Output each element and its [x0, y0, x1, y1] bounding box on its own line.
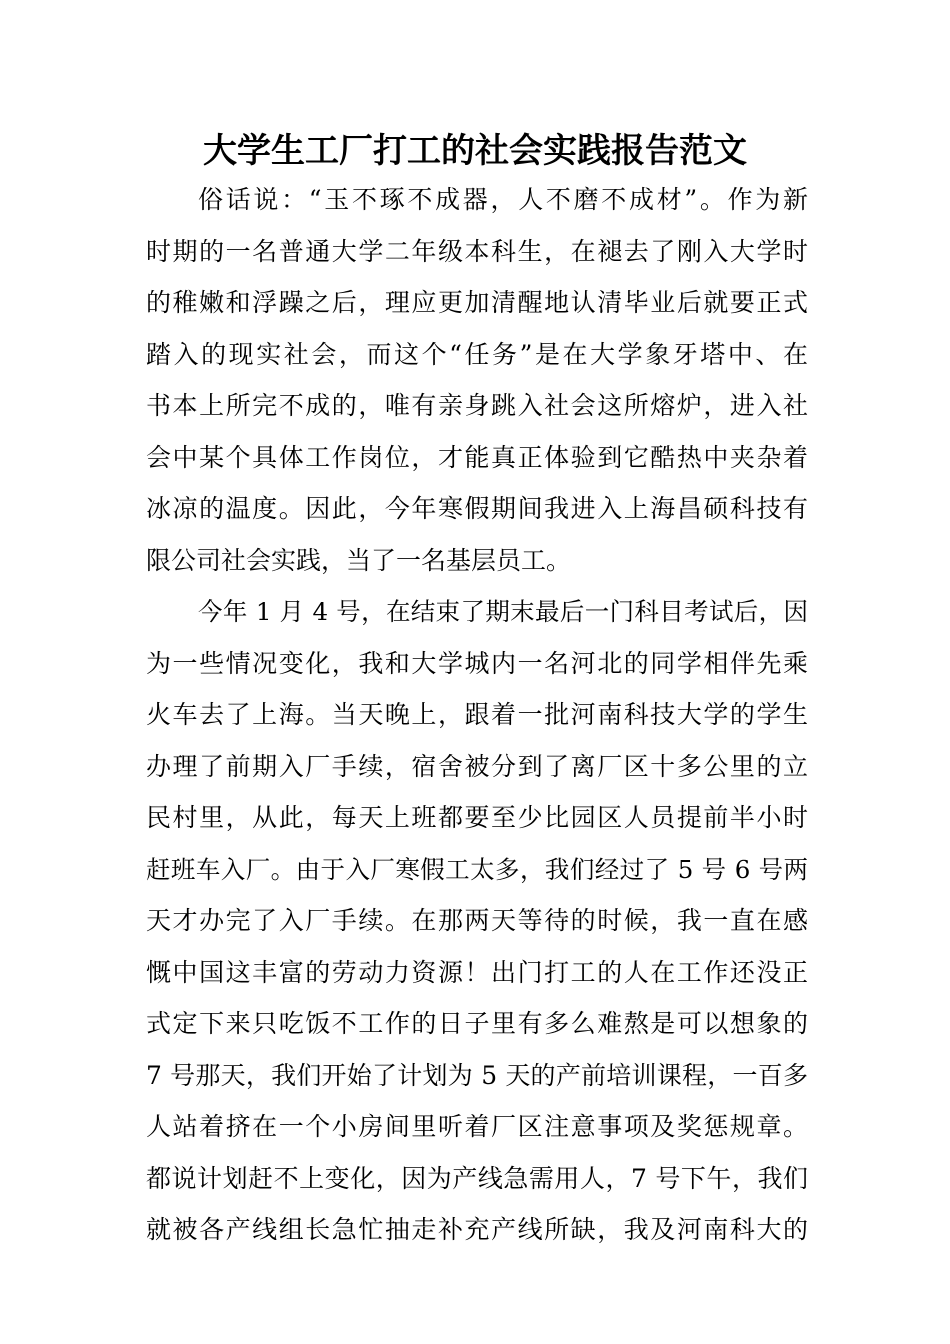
text-line: 办理了前期入厂手续，宿舍被分到了离厂区十多公里的立	[146, 751, 808, 781]
text-line: 7 号那天，我们开始了计划为 5 天的产前培训课程，一百多	[146, 1060, 808, 1090]
text-line: 民村里，从此，每天上班都要至少比园区人员提前半小时	[146, 803, 808, 832]
text-line: 火车去了上海。当天晚上，跟着一批河南科技大学的学生	[146, 700, 808, 729]
text-line: 书本上所完不成的，唯有亲身跳入社会这所熔炉，进入社	[146, 391, 808, 420]
paragraph-1	[146, 174, 808, 586]
text-line: 人站着挤在一个小房间里听着厂区注意事项及奖惩规章。	[146, 1112, 808, 1141]
text-line: 的稚嫩和浮躁之后，理应更加清醒地认清毕业后就要正式	[146, 288, 808, 317]
text-line: 时期的一名普通大学二年级本科生，在褪去了刚入大学时	[146, 236, 808, 266]
text-line: 慨中国这丰富的劳动力资源！出门打工的人在工作还没正	[146, 957, 808, 987]
text-line: 冰凉的温度。因此，今年寒假期间我进入上海昌硕科技有	[146, 494, 808, 523]
text-line: 天才办完了入厂手续。在那两天等待的时候，我一直在感	[146, 906, 808, 935]
text-line: 限公司社会实践，当了一名基层员工。	[146, 545, 572, 575]
text-line: 都说计划赶不上变化，因为产线急需用人，7 号下午，我们	[146, 1163, 808, 1193]
paragraph-2	[146, 586, 808, 1256]
text-line: 俗话说：“玉不琢不成器，人不磨不成材”。作为新	[198, 185, 808, 214]
text-line: 为一些情况变化，我和大学城内一名河北的同学相伴先乘	[146, 648, 808, 678]
document-body	[146, 174, 808, 1256]
text-line: 踏入的现实社会，而这个“任务”是在大学象牙塔中、在	[146, 339, 808, 369]
text-line: 赶班车入厂。由于入厂寒假工太多，我们经过了 5 号 6 号两	[146, 854, 808, 884]
text-line: 会中某个具体工作岗位，才能真正体验到它酷热中夹杂着	[146, 442, 808, 472]
text-line: 今年 1 月 4 号，在结束了期末最后一门科目考试后，因	[198, 597, 808, 626]
text-line: 式定下来只吃饭不工作的日子里有多么难熬是可以想象的	[146, 1009, 808, 1038]
text-line: 就被各产线组长急忙抽走补充产线所缺，我及河南科大的	[146, 1215, 808, 1244]
document-title: 大学生工厂打工的社会实践报告范文	[203, 131, 747, 171]
